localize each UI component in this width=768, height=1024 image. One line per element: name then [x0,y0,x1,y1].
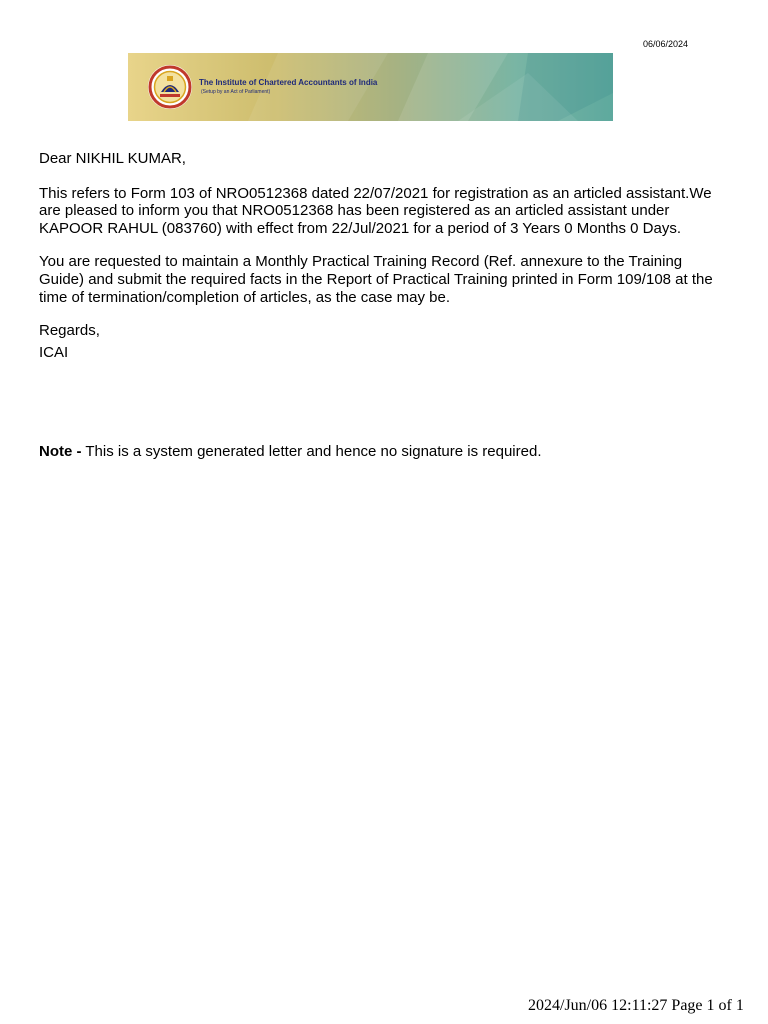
institute-banner [128,53,613,121]
icai-logo-icon [147,64,193,110]
print-timestamp: 2024/Jun/06 12:11:27 Page 1 of 1 [528,997,744,1014]
system-note [39,443,541,460]
institute-name: The Institute of Chartered Accountants of India [199,78,378,87]
letter-body [39,150,729,361]
regards: Regards, [39,322,100,340]
salutation: Dear NIKHIL KUMAR, [39,150,186,167]
letter-date: 06/06/2024 [643,39,689,49]
signoff: ICAI [39,343,69,361]
note-text: This is a system generated letter and hence no signature is required. [81,443,542,460]
banner-pattern [128,53,613,121]
note-label: Note - [39,443,82,460]
institute-subtitle: (Setup by an Act of Parliament) [201,89,271,95]
paragraph-registration: This refers to Form 103 of NRO0512368 dated 22/07/2021 for registration as an articled assistant.We are pleased to inform you that NRO0512368 has been registered as an articled assistant under KAPOOR RAHUL (083760) with effect from 22/Jul/2021 for a period of 3 Years 0 Months 0 Days. [39,184,712,237]
paragraph-training-record: You are requested to maintain a Monthly Practical Training Record (Ref. annexure to the Training Guide) and submit the required facts in the Report of Practical Training printed in Form 109/108 at the time of termination/completion of articles, as the case may be. [39,253,713,306]
